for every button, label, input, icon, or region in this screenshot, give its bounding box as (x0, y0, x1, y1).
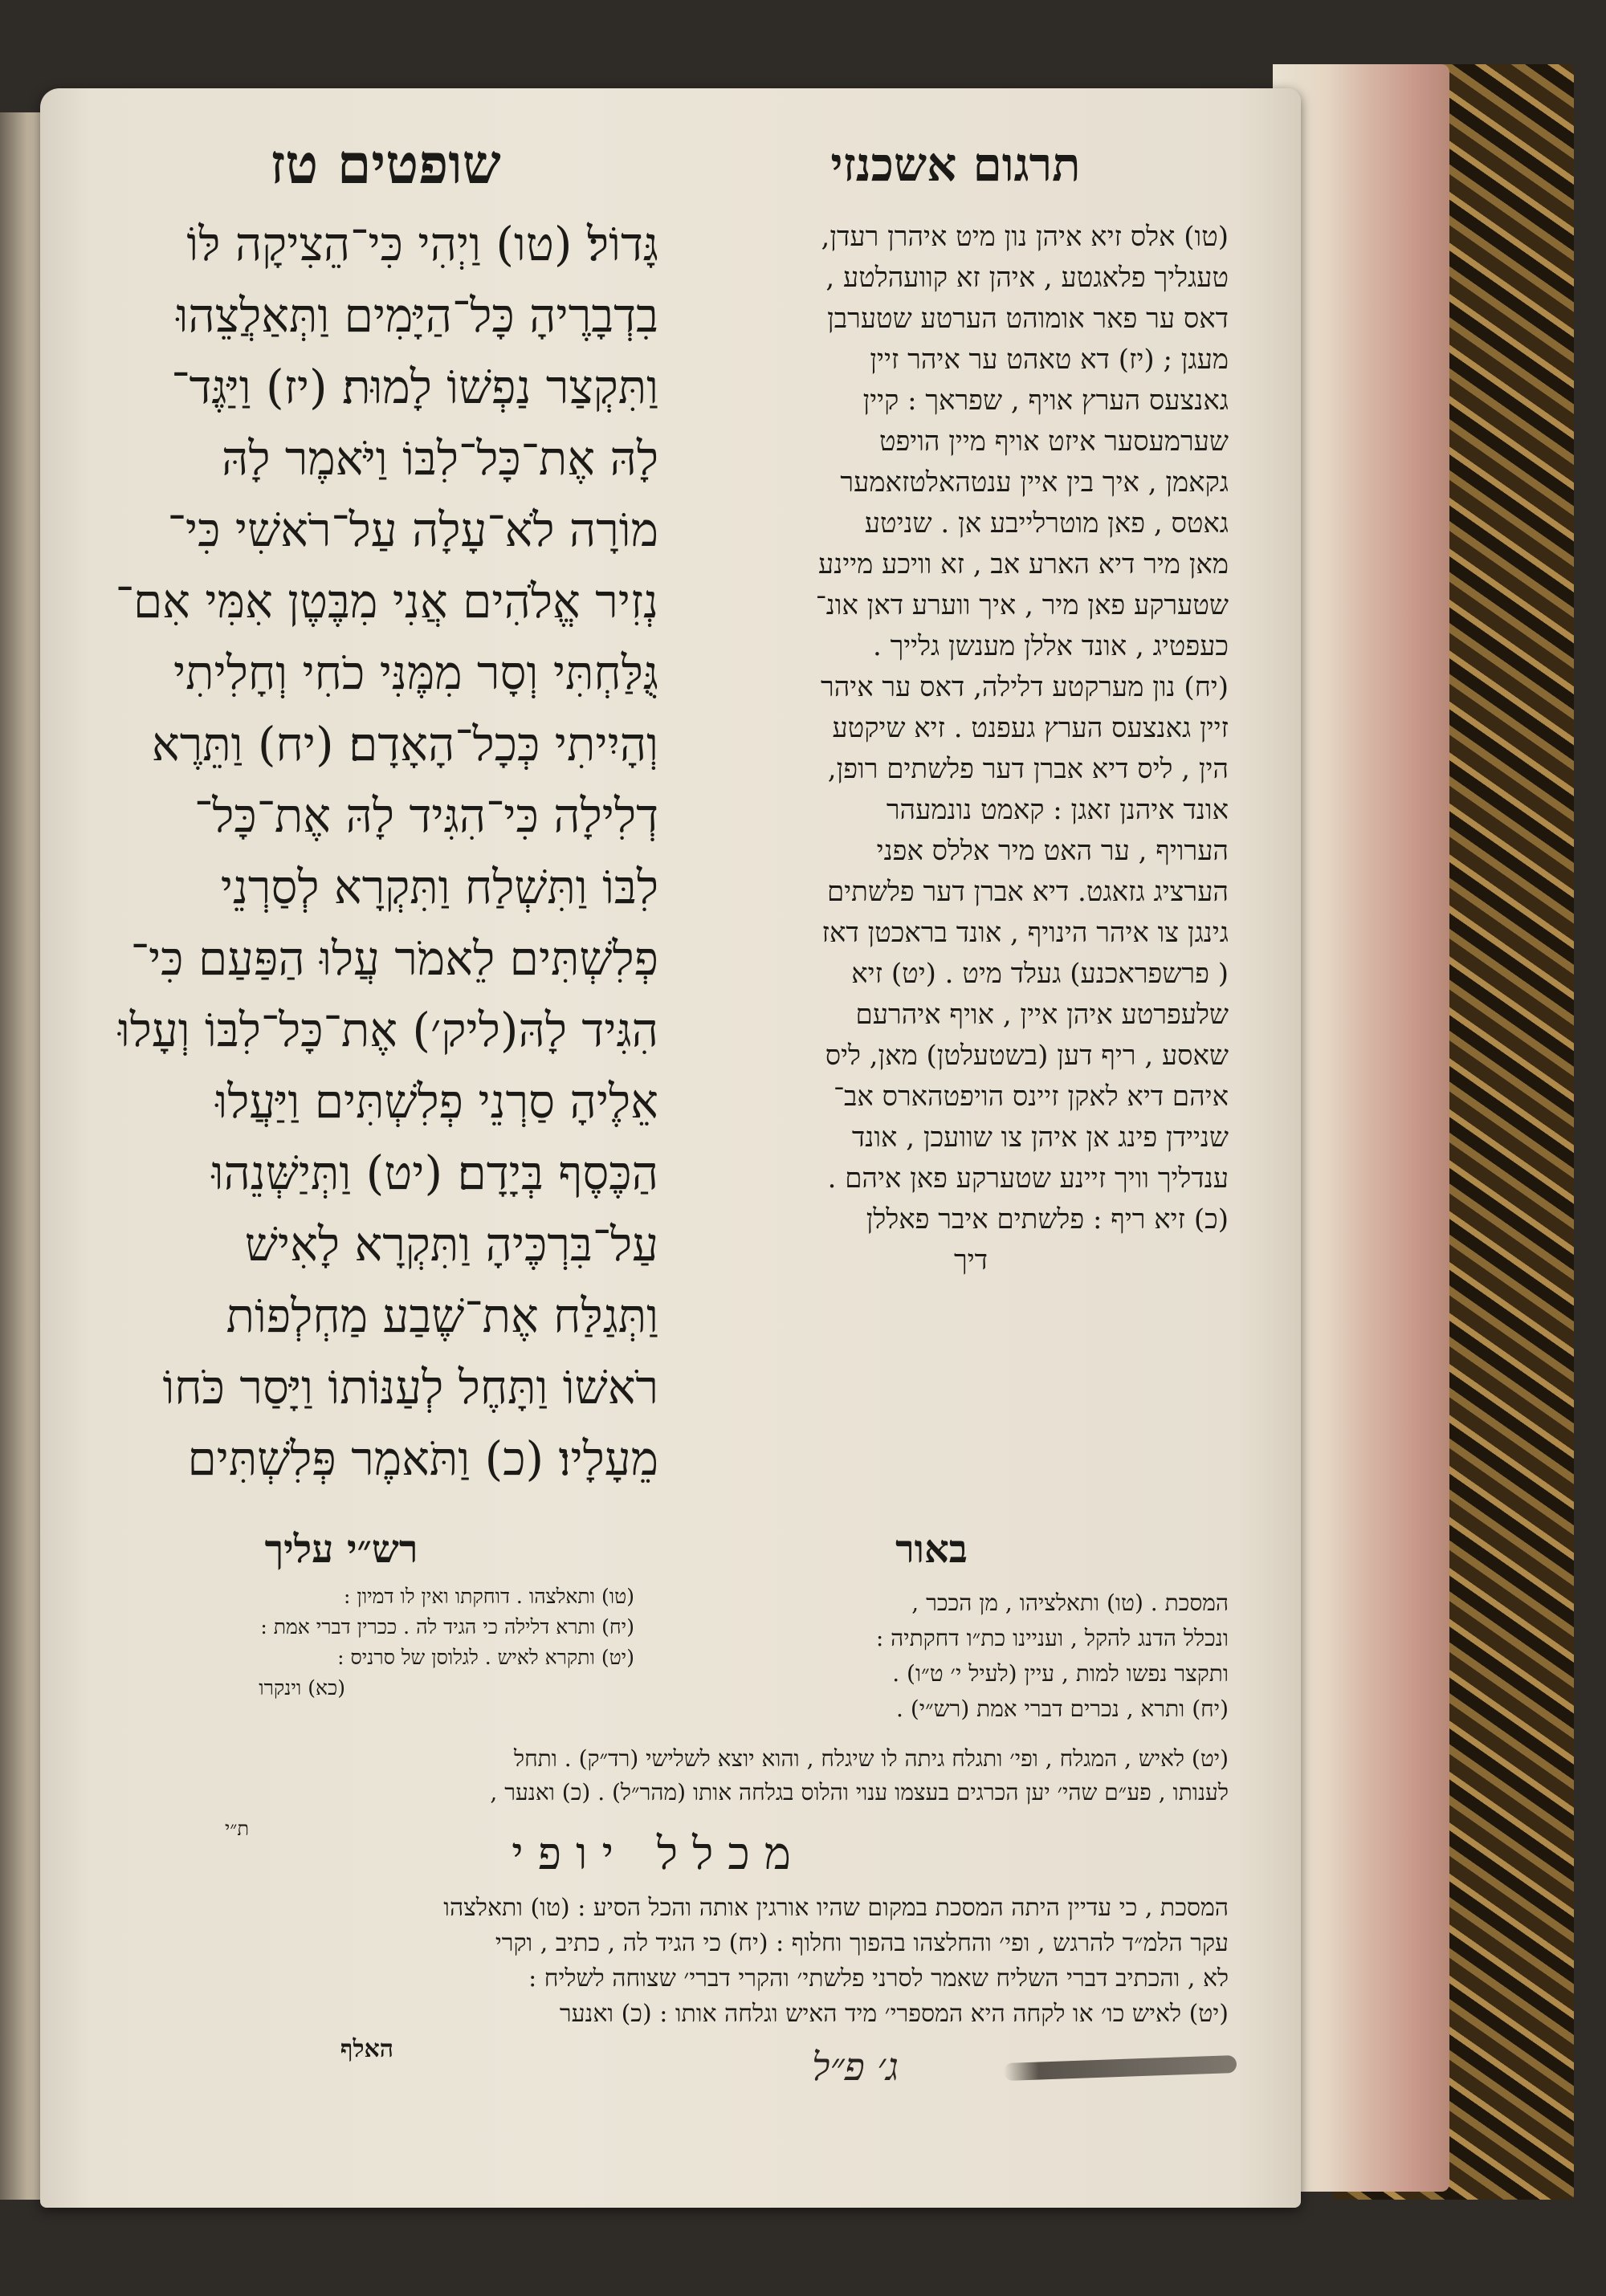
translation-line: הין , ליס דיא אברן דער פלשתים רופן, (827, 753, 1229, 785)
hebrew-line: וַתְּגַלַּח אֶת־שֶׁבַע מַחְלְפוֹת (226, 1288, 658, 1343)
hebrew-line: לִבּוֹ וַתִּשְׁלַח וַתִּקְרָא לְסַרְנֵי (220, 860, 658, 914)
hebrew-line: הִגִּיד לָהּ(ליק׳) אֶת־כָּל־לִבּוֹ וְעָלוּ (117, 1003, 658, 1057)
running-header-book: שופטים טז (270, 132, 501, 197)
mikhlol-catchword: האלף (340, 2035, 393, 2063)
hebrew-line: הַכֶּסֶף בְּיָדָם׃ (יט) וַתְּיַשְּׁנֵהוּ (211, 1146, 658, 1200)
translation-line: שניידן פינג אן איהן צו שוועכן , אונד (851, 1122, 1229, 1154)
left-page-edge (0, 112, 44, 2200)
biur-line: (יח) ותרא , נכרים דברי אמת (רש״י) . (896, 1696, 1229, 1722)
translation-line: שטערקע פאן מיר , איך ווערע דאן אונ־ (815, 589, 1229, 621)
biur-heading: באור (895, 1527, 968, 1572)
yiddish-translation-column (650, 217, 1229, 1501)
translation-line: שלעפרטע איהן איין , אויף איהרעם (855, 999, 1229, 1031)
translation-line: (כ) זיא ריף : פלשתים איבר פאללן (866, 1203, 1229, 1236)
handwritten-annotation: ג׳ פ״ל (811, 2045, 899, 2090)
mikhlol-line: עקר הלמ״ד להרגש , ופי׳ והחלצהו בהפוך וחלוף : (יח) כי הגיד לה , כתיב , וקרי (495, 1929, 1229, 1957)
hebrew-line: מֵעָלָיו׃ (כ) וַתֹּאמֶר פְּלִשְׁתִּים (187, 1431, 658, 1486)
translation-line: אונד איהנן זאגן : קאמט נונמעהר (886, 794, 1229, 826)
translation-line: ( פרשפראכנע) געלד מיט . (יט) זיא (851, 958, 1229, 990)
biur-line: ותקצר נפשו למות , עיין (לעיל י׳ ט״ו) . (892, 1660, 1229, 1687)
biur-line: ונכלל הדנג להקל , ועניינו כת״ו דחקתיה : (875, 1625, 1229, 1651)
hebrew-line: לָהּ אֶת־כָּל־לִבּוֹ וַיֹּאמֶר לָהּ (221, 431, 658, 486)
translation-line: גקאמן , איך בין איין ענטהאלטזאמער (840, 466, 1229, 499)
mikhlol-line: לא , והכתיב דברי השליח שאמר לסרני פלשתי׳ והקרי דברי׳ שצוחה לשליח : (528, 1964, 1229, 1993)
translation-line: טעגליך פלאגטע , איהן זא קוועהלטע , (825, 262, 1229, 294)
hebrew-line: וְהָיִיתִי כְּכָל־הָאָדָם׃ (יח) וַתֵּרֶא (151, 717, 658, 771)
biur-line: המסכת . (טו) ותאלציהו , מן הככר , (911, 1590, 1229, 1616)
hebrew-line: גָּדוֹל׃ (טו) וַיְהִי כִּי־הֵצִיקָה לּוֹ (186, 217, 658, 271)
catchword-marker: ת״י (224, 1818, 249, 1840)
hebrew-line: בִדְבָרֶיהָ כָּל־הַיָּמִים וַתְּאַלֲצֵהוּ (176, 288, 658, 343)
hebrew-text-column (80, 209, 658, 1525)
book-page (40, 88, 1301, 2208)
mikhlol-line: (יט) לאיש כו׳ או לקחה היא המספרי׳ מיד האיש וגלחה אותו : (כ) ואנער (559, 2000, 1229, 2028)
translation-line: מעגן ; (יז) דא טאהט ער איהר זיין (870, 344, 1229, 376)
translation-line: מאן מיר דיא הארע אב , זא וויכע מיינע (818, 548, 1229, 580)
translation-line: גאטס , פאן מוטרלייבע אן . שניטע (864, 507, 1229, 539)
ink-stroke-mark (1004, 2055, 1237, 2081)
translation-line: דיך (954, 1244, 988, 1276)
running-header-translation: תרגום אשכנזי (830, 137, 1081, 192)
mikhlol-line: המסכת , כי עדיין היתה המסכת במקום שהיו אורגין אותה והכל הסיע : (טו) ותאלצהו (443, 1894, 1229, 1922)
commentary-continuation-line: לענותו , פע״ם שהי׳ יען הכרגים בעצמו ענוי והלוס בגלחה אותו (מהר״ל) . (כ) ואנער , (490, 1779, 1229, 1805)
translation-line: (יח) נון מערקטע דלילה, דאס ער איהר (821, 671, 1229, 703)
rashi-heading: רש״י עליך (264, 1527, 418, 1572)
translation-line: (טו) אלס זיא איהן נון מיט איהרן רעדן, (821, 221, 1229, 253)
hebrew-line: וַתִּקְצַר נַפְשׁוֹ לָמוּת׃ (יז) וַיַּגֶּד־ (171, 360, 658, 414)
hebrew-line: נְזִיר אֱלֹהִים אֲנִי מִבֶּטֶן אִמִּי אִם־ (115, 574, 658, 629)
rashi-line: (יח) ותרא דלילה כי הגיד לה . ככרין דברי אמת : (260, 1615, 634, 1639)
hebrew-line: דְלִילָה כִּי־הִגִּיד לָהּ אֶת־כָּל־ (194, 788, 658, 843)
rashi-commentary (88, 1582, 634, 1718)
translation-line: כעפטיג , אונד אללן מענשן גלייך . (872, 630, 1229, 662)
hebrew-line: גֻּלַּחְתִּי וְסָר מִמֶּנִּי כֹחִי וְחָלִיתִי (173, 645, 658, 700)
translation-line: ענדליך וויך זיינע שטערקע פאן איהם . (827, 1162, 1229, 1195)
commentary-continuation-line: (יט) לאיש , המגלח , ופי׳ ותגלח גיתה לו שיגלח , והוא יוצא לשלישי (רד״ק) . ותחל (513, 1745, 1229, 1772)
translation-line: גינגן צו איהר הינויף , אונד בראכטן דאז (821, 917, 1229, 949)
translation-line: הערציג גזאגט. דיא אברן דער פלשתים (827, 876, 1229, 908)
translation-line: הערויף , ער האט מיר אללס אפני (876, 835, 1229, 867)
translation-line: שערמעסער איזט אויף מיין הויפט (878, 425, 1229, 458)
hebrew-line: מוֹרָה לֹא־עָלָה עַל־רֹאשִׁי כִּי־ (167, 503, 658, 557)
hebrew-line: עַל־בִּרְכֶּיהָ וַתִּקְרָא לָאִישׁ (244, 1217, 658, 1272)
translation-line: שאסע , ריף דען (בשטעלטן) מאן, ליס (825, 1040, 1229, 1072)
rashi-line: (טו) ותאלצהו . דוחקתו ואין לו דמיון : (343, 1585, 634, 1608)
hebrew-line: פְלִשְׁתִּים לֵאמֹר עֲלוּ הַפַּעַם כִּי־ (130, 931, 658, 986)
rashi-line: (יט) ותקרא לאיש . לגלוסן של סרניס : (337, 1646, 634, 1669)
rashi-line: (כא) וינקרו (259, 1676, 345, 1700)
translation-line: גאנצעס הערץ אויף , שפראך : קיין (862, 385, 1229, 417)
biur-commentary (650, 1586, 1229, 1746)
hebrew-line: אֵלֶיהָ סַרְנֵי פְלִשְׁתִּים וַיַּעֲלוּ (215, 1074, 658, 1129)
mikhlol-yofi-heading: מכלל יופי (512, 1828, 805, 1880)
translation-line: איהם דיא לאקן זיינס הויפטהארס אב־ (833, 1081, 1229, 1113)
translation-line: דאס ער פאר אומוהט הערטע שטערבן (827, 303, 1229, 335)
translation-line: זיין גאנצעס הערץ געפנט . זיא שיקטע (832, 712, 1229, 744)
hebrew-line: רֹאשׁוֹ וַתָּחֶל לְעַנּוֹתוֹ וַיָּסַר כֹּחוֹ (162, 1360, 658, 1415)
